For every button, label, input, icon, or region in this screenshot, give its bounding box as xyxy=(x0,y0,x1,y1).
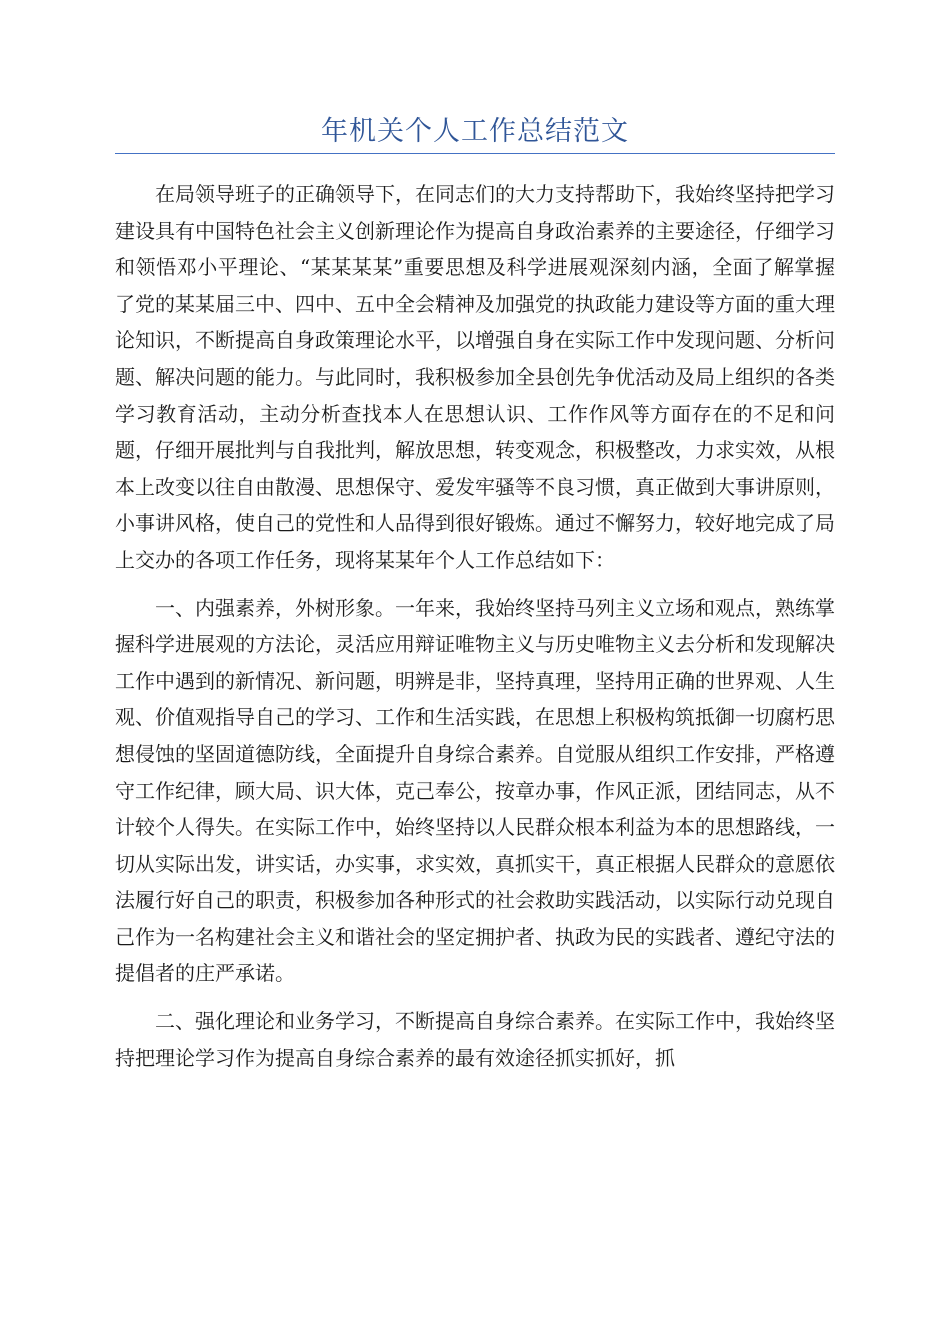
paragraph-intro: 在局领导班子的正确领导下，在同志们的大力支持帮助下，我始终坚持把学习建设具有中国特色社会主义创新理论作为提高自身政治素养的主要途径，仔细学习和领悟邓小平理论、“某某某某”重要思想及科学进展观深刻内涵，全面了解掌握了党的某某届三中、四中、五中全会精神及加强党的执政能力建设等方面的重大理论知识，不断提高自身政策理论水平，以增强自身在实际工作中发现问题、分析问题、解决问题的能力。与此同时，我积极参加全县创先争优活动及局上组织的各类学习教育活动，主动分析查找本人在思想认识、工作作风等方面存在的不足和问题，仔细开展批判与自我批判，解放思想，转变观念，积极整改，力求实效，从根本上改变以往自由散漫、思想保守、爱发牢骚等不良习惯，真正做到大事讲原则，小事讲风格，使自己的党性和人品得到很好锻炼。通过不懈努力，较好地完成了局上交办的各项工作任务，现将某某年个人工作总结如下： xyxy=(115,182,835,572)
document-title: 年机关个人工作总结范文 xyxy=(321,116,629,147)
paragraph-section-1: 一、内强素养，外树形象。一年来，我始终坚持马列主义立场和观点，熟练掌握科学进展观的方法论，灵活应用辩证唯物主义与历史唯物主义去分析和发现解决工作中遇到的新情况、新问题，明辨是非，坚持真理，坚持用正确的世界观、人生观、价值观指导自己的学习、工作和生活实践，在思想上积极构筑抵御一切腐朽思想侵蚀的坚固道德防线，全面提升自身综合素养。自觉服从组织工作安排，严格遵守工作纪律，顾大局、识大体，克己奉公，按章办事，作风正派，团结同志，从不计较个人得失。在实际工作中，始终坚持以人民群众根本利益为本的思想路线，一切从实际出发，讲实话，办实事，求实效，真抓实干，真正根据人民群众的意愿依法履行好自己的职责，积极参加各种形式的社会救助实践活动，以实际行动兑现自己作为一名构建社会主义和谐社会的坚定拥护者、执政为民的实践者、遵纪守法的提倡者的庄严承诺。 xyxy=(115,595,835,986)
document-body xyxy=(115,176,835,1087)
title-underline xyxy=(115,153,835,154)
paragraph-section-2: 二、强化理论和业务学习，不断提高自身综合素养。在实际工作中，我始终坚持把理论学习作为提高自身综合素养的最有效途径抓实抓好，抓 xyxy=(115,1009,835,1070)
